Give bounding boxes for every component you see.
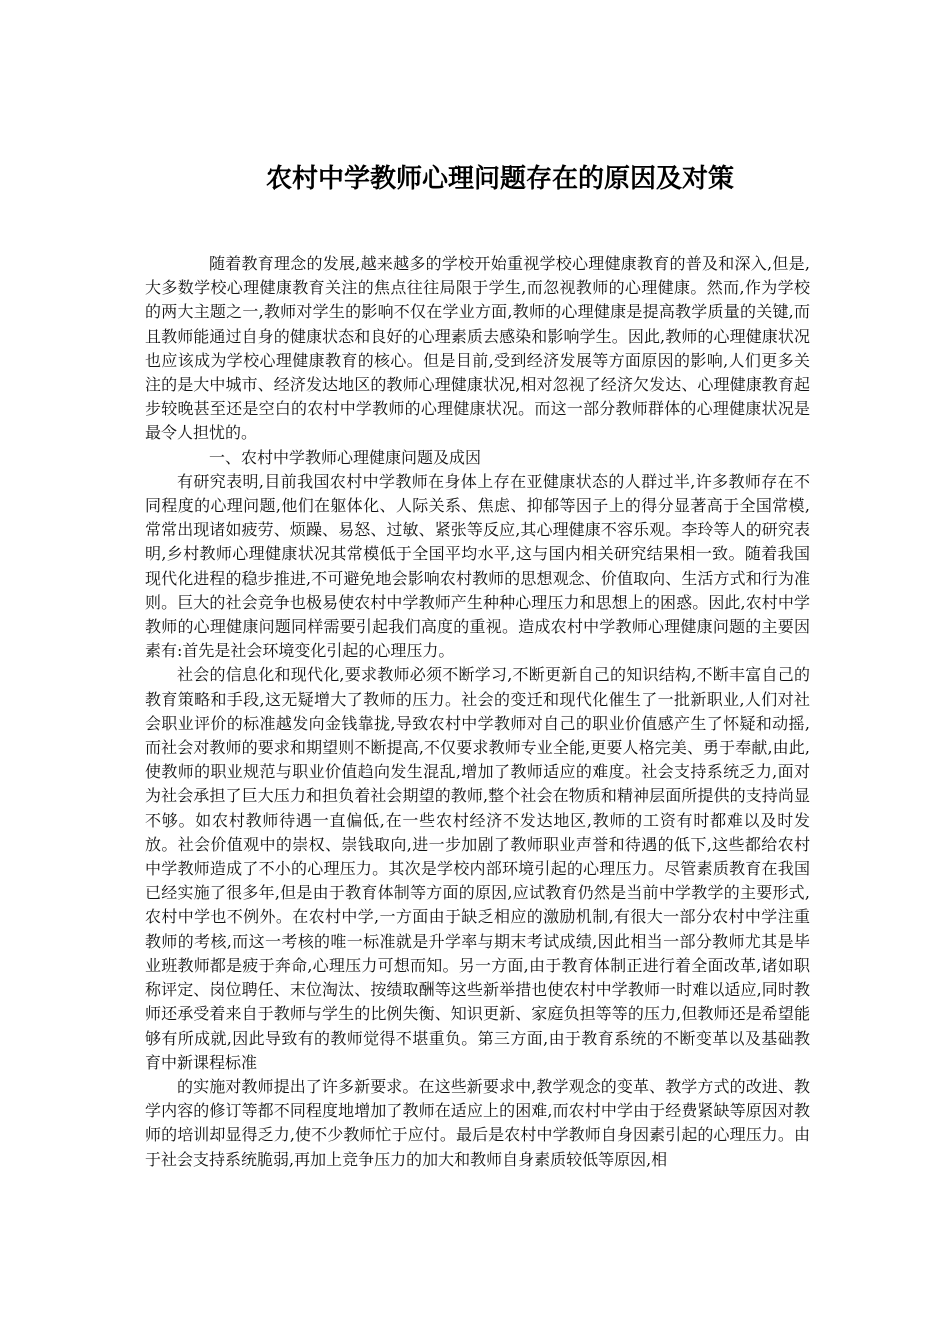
section-heading-1: 一、农村中学教师心理健康问题及成因	[209, 447, 482, 467]
body-paragraph-continuation: 的实施对教师提出了许多新要求。在这些新要求中,教学观念的变革、教学方式的改进、教学内容的修订等都不同程度地增加了教师在适应上的困难,而农村中学由于经费紧缺等原因对教师的培训却显得乏力,使不少教师忙于应付。最后是农村中学教师自身因素引起的心理压力。由于社会支持系统脆弱,再加上竞争压力的加大和教师自身素质较低等原因,相	[145, 1076, 810, 1169]
intro-paragraph: 随着教育理念的发展,越来越多的学校开始重视学校心理健康教育的普及和深入,但是,大多数学校心理健康教育关注的焦点往往局限于学生,而忽视教师的心理健康。然而,作为学校的两大主题之一,教师对学生的影响不仅在学业方面,教师的心理健康是提高教学质量的关键,而且教师能通过自身的健康状态和良好的心理素质去感染和影响学生。因此,教师的心理健康状况也应该成为学校心理健康教育的核心。但是目前,受到经济发展等方面原因的影响,人们更多关注的是大中城市、经济发达地区的教师心理健康状况,相对忽视了经济欠发达、心理健康教育起步较晚甚至还是空白的农村中学教师的心理健康状况。而这一部分教师群体的心理健康状况是最令人担忧的。	[145, 254, 810, 443]
body-paragraph-society: 社会的信息化和现代化,要求教师必须不断学习,不断更新自己的知识结构,不断丰富自己的教育策略和手段,这无疑增大了教师的压力。社会的变迁和现代化催生了一批新职业,人们对社会职业评价的标准越发向金钱靠拢,导致农村中学教师对自己的职业价值感产生了怀疑和动摇,而社会对教师的要求和期望则不断提高,不仅要求教师专业全能,更要人格完美、勇于奉献,由此,使教师的职业规范与职业价值趋向发生混乱,增加了教师适应的难度。社会支持系统乏力,面对为社会承担了巨大压力和担负着社会期望的教师,整个社会在物质和精神层面所提供的支持尚显不够。如农村教师待遇一直偏低,在一些农村经济不发达地区,教师的工资有时都难以及时发放。社会价值观中的崇权、崇钱取向,进一步加剧了教师职业声誉和待遇的低下,这些都给农村中学教师造成了不小的心理压力。其次是学校内部环境引起的心理压力。尽管素质教育在我国已经实施了很多年,但是由于教育体制等方面的原因,应试教育仍然是当前中学教学的主要形式,农村中学也不例外。在农村中学,一方面由于缺乏相应的激励机制,有很大一部分农村中学注重教师的考核,而这一考核的唯一标准就是升学率与期末考试成绩,因此相当一部分教师尤其是毕业班教师都是疲于奔命,心理压力可想而知。另一方面,由于教育体制正进行着全面改革,诸如职称评定、岗位聘任、末位淘汰、按绩取酬等这些新举措也使农村中学教师一时难以适应,同时教师还承受着来自于教师与学生的比例失衡、知识更新、家庭负担等等的压力,但教师还是希望能够有所成就,因此导致有的教师觉得不堪重负。第三方面,由于教育系统的不断变革以及基础教育中新课程标准	[145, 665, 810, 1072]
document-body	[145, 252, 810, 1172]
body-paragraph-research: 有研究表明,目前我国农村中学教师在身体上存在亚健康状态的人群过半,许多教师存在不同程度的心理问题,他们在躯体化、人际关系、焦虑、抑郁等因子上的得分显著高于全国常模,常常出现诸如疲劳、烦躁、易怒、过敏、紧张等反应,其心理健康不容乐观。李玲等人的研究表明,乡村教师心理健康状况其常模低于全国平均水平,这与国内相关研究结果相一致。随着我国现代化进程的稳步推进,不可避免地会影响农村教师的思想观念、价值取向、生活方式和行为准则。巨大的社会竞争也极易使农村中学教师产生种种心理压力和思想上的困惑。因此,农村中学教师的心理健康问题同样需要引起我们高度的重视。造成农村中学教师心理健康问题的主要因素有:首先是社会环境变化引起的心理压力。	[145, 471, 810, 661]
document-title: 农村中学教师心理问题存在的原因及对策	[265, 164, 734, 194]
